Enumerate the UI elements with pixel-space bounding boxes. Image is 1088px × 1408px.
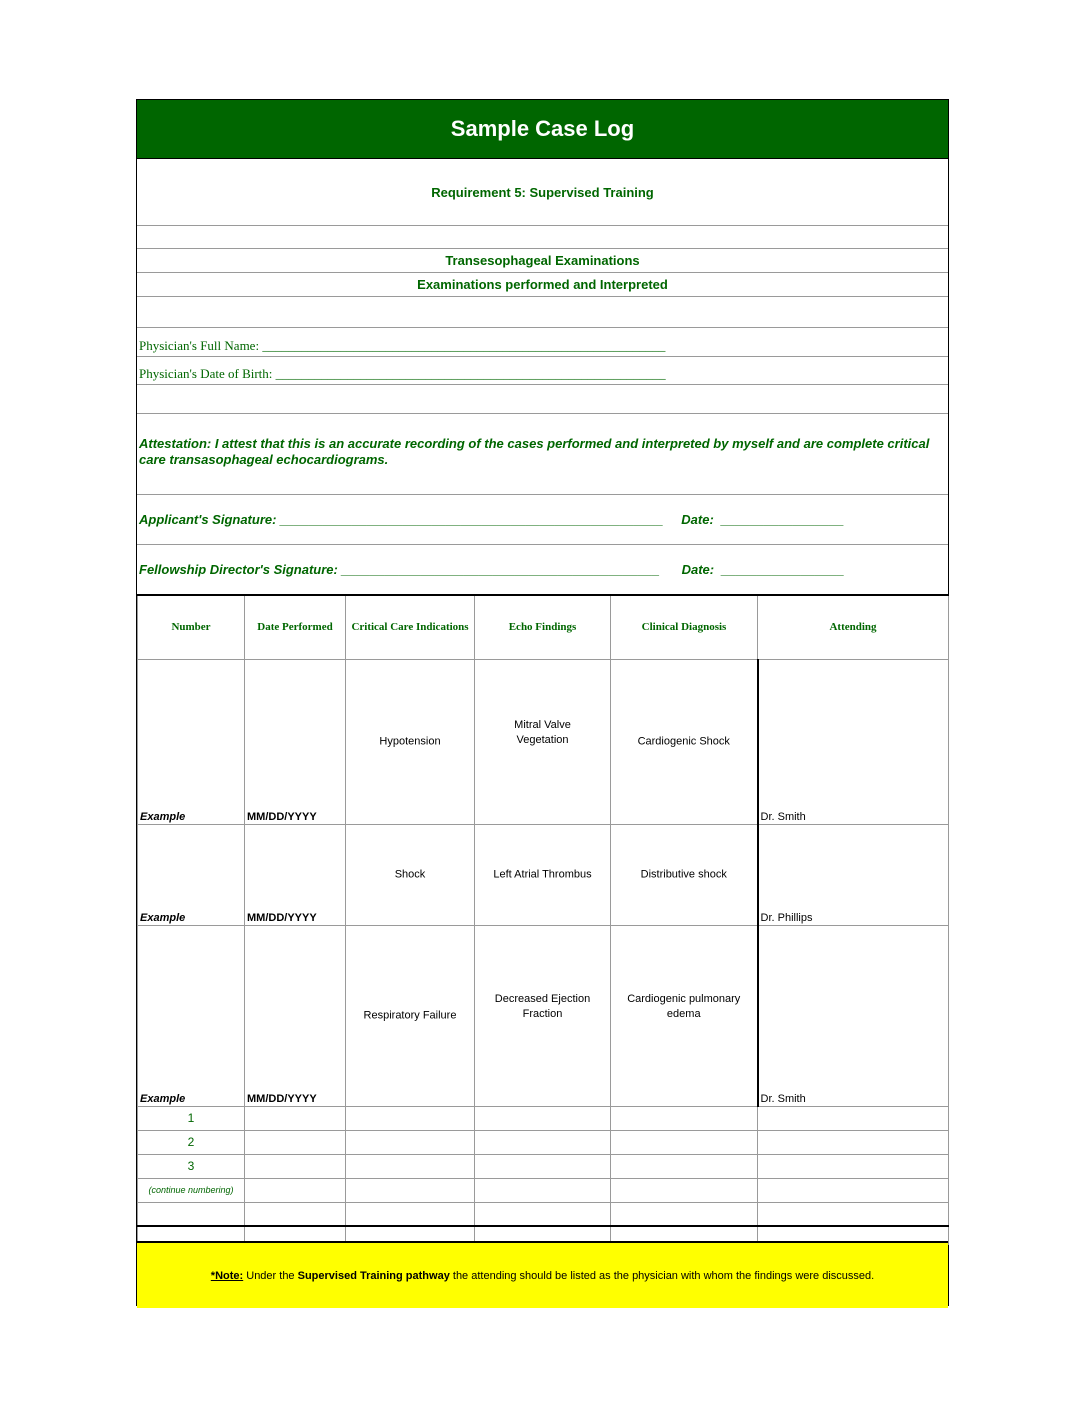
full-name-blank[interactable]: ______________________________________________________________ <box>262 338 666 353</box>
finding-cell[interactable] <box>475 1106 611 1130</box>
table-row <box>138 1154 949 1178</box>
row-number: 1 <box>138 1106 245 1130</box>
dob-field[interactable] <box>137 357 948 385</box>
example-attending: Dr. Smith <box>760 1092 806 1105</box>
page-title: Sample Case Log <box>137 100 948 159</box>
table-row <box>138 1130 949 1154</box>
applicant-signature-blank[interactable]: _____________________________________________________ <box>280 512 664 527</box>
table-header-row <box>138 595 949 659</box>
applicant-signature-label: Applicant's Signature: <box>139 512 277 527</box>
case-log-sheet <box>136 99 949 1306</box>
header-number: Number <box>138 595 245 659</box>
example-diagnosis: Distributive shock <box>640 868 727 880</box>
diagnosis-cell[interactable] <box>611 1154 758 1178</box>
table-row <box>138 1202 949 1226</box>
note-text-after: the attending should be listed as the physician with whom the findings were discussed. <box>449 1269 875 1282</box>
header-echo-findings: Echo Findings <box>475 595 611 659</box>
example-diagnosis: Cardiogenic Shock <box>637 735 730 747</box>
example-finding: Decreased Ejection Fraction <box>494 992 591 1020</box>
number-cell[interactable] <box>138 1202 245 1226</box>
indication-cell[interactable] <box>346 1106 475 1130</box>
indication-cell[interactable] <box>346 1130 475 1154</box>
table-row <box>138 925 949 1106</box>
attending-cell[interactable] <box>758 1178 949 1202</box>
indication-cell[interactable] <box>346 1178 475 1202</box>
example-number: Example <box>140 911 186 924</box>
note-text-before: Under the <box>243 1269 298 1282</box>
spacer-row <box>137 297 948 328</box>
note-bold: Supervised Training pathway <box>297 1269 450 1282</box>
applicant-date-label: Date: <box>681 512 714 527</box>
case-log-table <box>137 594 949 1245</box>
example-attending: Dr. Smith <box>760 810 806 823</box>
header-attending: Attending <box>758 595 949 659</box>
date-cell[interactable] <box>245 1154 346 1178</box>
spacer-row <box>137 226 948 249</box>
row-number: 3 <box>138 1154 245 1178</box>
full-name-field[interactable] <box>137 328 948 357</box>
exam-sub-text: Examinations performed and Interpreted <box>417 277 668 292</box>
date-cell[interactable] <box>245 1130 346 1154</box>
dob-label: Physician's Date of Birth: <box>139 366 273 381</box>
requirement-text: Requirement 5: Supervised Training <box>431 184 654 200</box>
finding-cell[interactable] <box>475 1130 611 1154</box>
attending-cell[interactable] <box>758 1154 949 1178</box>
applicant-signature-row[interactable] <box>137 495 948 545</box>
applicant-date-blank[interactable]: _________________ <box>721 512 844 527</box>
exam-sub-heading <box>137 273 948 297</box>
attending-cell[interactable] <box>758 1130 949 1154</box>
attending-cell[interactable] <box>758 1202 949 1226</box>
diagnosis-cell[interactable] <box>611 1202 758 1226</box>
attending-cell[interactable] <box>758 1106 949 1130</box>
date-cell[interactable] <box>245 1106 346 1130</box>
example-indication: Hypotension <box>379 735 441 747</box>
director-date-label: Date: <box>681 562 715 577</box>
finding-cell[interactable] <box>475 1178 611 1202</box>
example-attending: Dr. Phillips <box>760 911 813 924</box>
diagnosis-cell[interactable] <box>611 1106 758 1130</box>
spacer-row <box>137 385 948 414</box>
example-indication: Shock <box>394 868 426 880</box>
header-critical-care-indications: Critical Care Indications <box>346 595 475 659</box>
table-row <box>138 659 949 824</box>
indication-cell[interactable] <box>346 1202 475 1226</box>
example-date: MM/DD/YYYY <box>247 810 317 823</box>
exam-type-heading <box>137 249 948 273</box>
example-date: MM/DD/YYYY <box>247 1092 317 1105</box>
attestation-text: Attestation: I attest that this is an accurate recording of the cases performed and interpreted by myself and are complete critical care transasophageal echocardiograms. <box>137 414 948 495</box>
exam-type-text: Transesophageal Examinations <box>445 253 640 268</box>
indication-cell[interactable] <box>346 1154 475 1178</box>
header-date-performed: Date Performed <box>245 595 346 659</box>
diagnosis-cell[interactable] <box>611 1130 758 1154</box>
date-cell[interactable] <box>245 1202 346 1226</box>
table-row <box>138 1178 949 1202</box>
example-number: Example <box>140 810 186 823</box>
row-number: 2 <box>138 1130 245 1154</box>
example-finding: Left Atrial Thrombus <box>493 868 592 880</box>
table-row <box>138 824 949 925</box>
director-signature-label: Fellowship Director's Signature: <box>139 562 338 577</box>
example-number: Example <box>140 1092 186 1105</box>
director-signature-row[interactable] <box>137 545 948 594</box>
dob-blank[interactable]: ____________________________________________________________ <box>275 366 666 381</box>
supervised-training-note <box>137 1241 948 1308</box>
example-date: MM/DD/YYYY <box>247 911 317 924</box>
requirement-heading <box>137 159 948 226</box>
note-prefix: *Note: <box>210 1269 244 1282</box>
example-finding: Mitral Valve Vegetation <box>514 719 571 747</box>
continue-numbering-note: (continue numbering) <box>138 1178 245 1202</box>
finding-cell[interactable] <box>475 1202 611 1226</box>
diagnosis-cell[interactable] <box>611 1178 758 1202</box>
example-diagnosis: Cardiogenic pulmonary edema <box>627 992 741 1020</box>
example-indication: Respiratory Failure <box>363 1009 457 1021</box>
finding-cell[interactable] <box>475 1154 611 1178</box>
date-cell[interactable] <box>245 1178 346 1202</box>
director-signature-blank[interactable]: ____________________________________________ <box>341 562 660 577</box>
table-row <box>138 1106 949 1130</box>
full-name-label: Physician's Full Name: <box>139 338 260 353</box>
header-clinical-diagnosis: Clinical Diagnosis <box>611 595 758 659</box>
director-date-blank[interactable]: _________________ <box>721 562 845 577</box>
